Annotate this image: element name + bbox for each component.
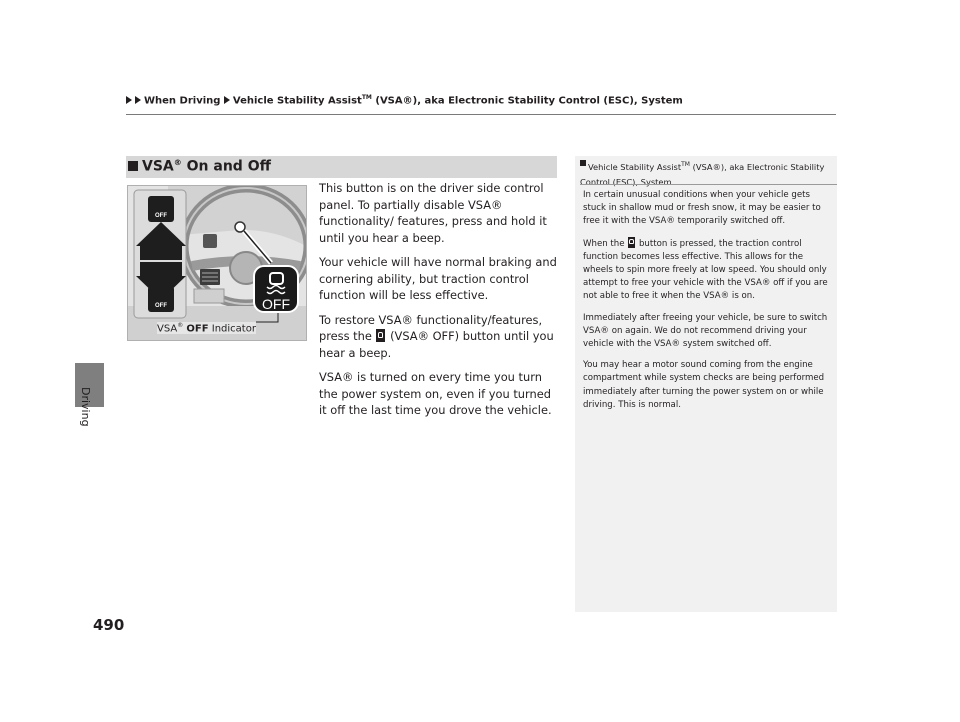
section-title-text: VSA [142, 158, 174, 175]
sidebar-title-tail: (VSA®), aka Electronic Stability Control (ESC), System [580, 161, 825, 187]
svg-text:OFF: OFF [155, 303, 167, 309]
body-paragraph: This button is on the driver side control panel. To partially disable VSA® functionality/ features, press and hold it until you hear a beep. [319, 181, 547, 245]
chapter-tab-label: Driving [79, 387, 92, 427]
caption-tail: Indicator [208, 323, 256, 335]
breadcrumb-arrow-icon [224, 96, 230, 104]
sidebar-paragraph-part: button is pressed, the traction control function becomes less effective. This allows for the wheels to spin more freely at low speed. You should only attempt to free your vehicle with the VSA® off if you are not able to free it when the VSA® is on. [583, 238, 828, 302]
body-paragraph: VSA® is turned on every time you turn the power system on, even if you turned it off the last time you drove the vehicle. [319, 370, 552, 417]
registered-mark: ® [177, 322, 184, 329]
sidebar-title-text: Vehicle Stability Assist [588, 161, 682, 172]
trademark-mark: TM [361, 94, 372, 101]
sidebar-paragraph: In certain unusual conditions when your vehicle gets stuck in shallow mud or fresh snow, it may be easier to free it with the VSA® temporarily switched off. [583, 190, 821, 227]
breadcrumb-item-when-driving[interactable]: When Driving [144, 95, 221, 107]
page-number: 490 [93, 616, 125, 634]
breadcrumb-item-tail: (VSA®), aka Electronic Stability Control (ESC), System [371, 95, 683, 107]
breadcrumb-arrow-icon [126, 96, 132, 104]
figure-caption [157, 322, 256, 334]
header-rule [126, 114, 836, 115]
breadcrumb-item-vsa[interactable]: Vehicle Stability Assist [232, 95, 362, 107]
sidebar-rule [580, 184, 837, 185]
sidebar-paragraph [583, 237, 831, 304]
body-paragraph-part: (VSA® OFF) button until you hear a beep. [319, 329, 554, 360]
body-paragraph [319, 312, 559, 362]
breadcrumb-arrow-icon [135, 96, 141, 104]
body-paragraph: Your vehicle will have normal braking and cornering ability, but traction control function will be less effective. [319, 255, 557, 302]
sidebar-paragraph-part: When the [583, 238, 628, 249]
body-paragraph-part: To restore VSA® functionality/features, press the [319, 312, 543, 343]
dashboard-illustration [127, 185, 307, 341]
breadcrumb [126, 94, 683, 106]
heading-square-icon [128, 161, 138, 171]
caption-prefix: VSA [157, 323, 178, 335]
sidebar-paragraph: You may hear a motor sound coming from the engine compartment while system checks are being performed immediately after turning the power system on or while driving. This is normal. [583, 360, 825, 410]
trademark-mark: TM [681, 161, 690, 168]
caption-bold: OFF [186, 323, 209, 335]
svg-text:OFF: OFF [155, 213, 167, 219]
svg-text:OFF: OFF [262, 296, 290, 312]
sidebar-body [583, 189, 831, 420]
registered-mark: ® [173, 158, 182, 167]
sidebar-paragraph: Immediately after freeing your vehicle, be sure to switch VSA® on again. We do not recommend driving your vehicle with the VSA® system switched off. [583, 312, 828, 350]
vsa-off-button-icon [376, 329, 385, 342]
section-title-tail: On and Off [181, 158, 271, 175]
body-text [319, 180, 559, 427]
section-title [128, 158, 271, 175]
note-marker-icon [580, 160, 586, 166]
dashboard-drawing [128, 186, 306, 340]
vsa-off-button-icon [628, 237, 635, 248]
